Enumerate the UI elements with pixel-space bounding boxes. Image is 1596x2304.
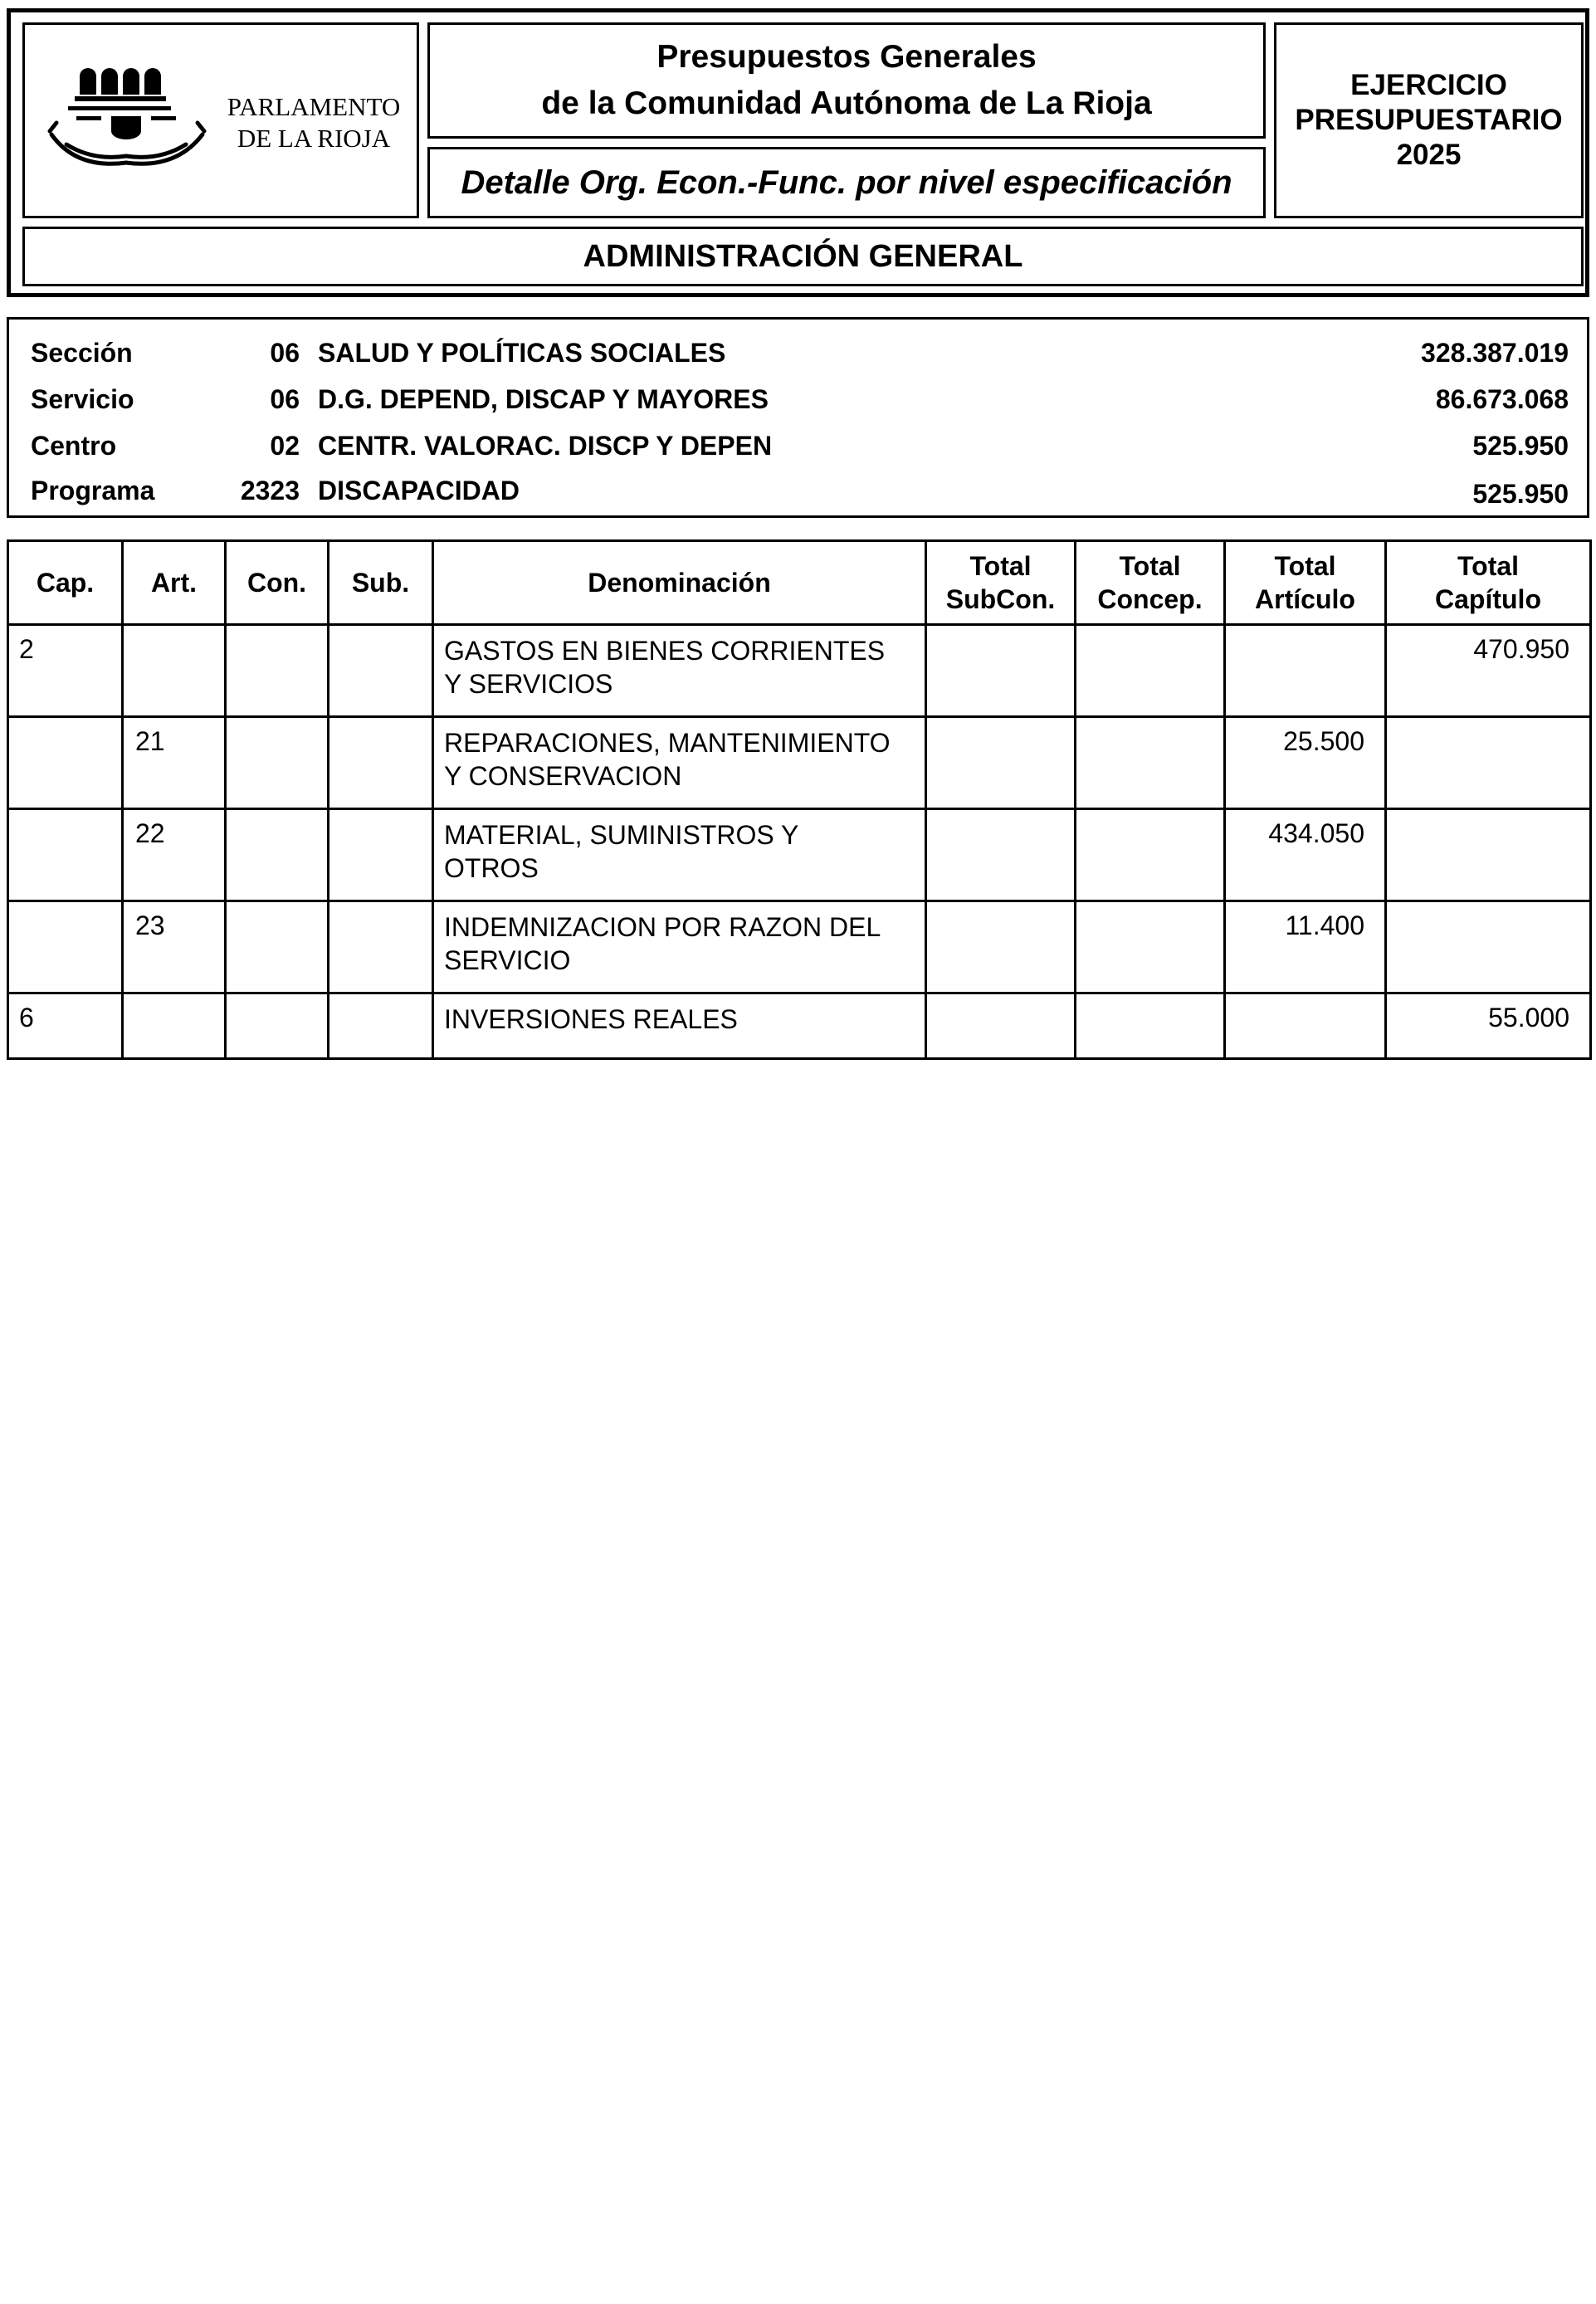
org-amount: 86.673.068 — [1435, 384, 1569, 414]
org-row-servicio — [9, 378, 1587, 421]
fiscal-year-box — [1274, 22, 1584, 218]
cell-total-concep — [1076, 809, 1225, 901]
org-label: Sección — [31, 338, 133, 368]
header-line: Concep. — [1097, 584, 1203, 614]
header-line: Total — [1119, 551, 1181, 581]
cell-sub — [329, 625, 433, 717]
title-line1: Presupuestos Generales — [656, 39, 1037, 75]
table-row — [8, 809, 1591, 901]
org-code: 02 — [270, 431, 300, 461]
header-line: Total — [1457, 551, 1520, 581]
logo-box — [22, 22, 419, 218]
header-line: Capítulo — [1435, 584, 1541, 614]
table-row — [8, 717, 1591, 809]
cell-total-subcon — [926, 809, 1076, 901]
admin-label: ADMINISTRACIÓN GENERAL — [583, 238, 1023, 274]
cell-total-capitulo — [1386, 901, 1591, 993]
cell-con — [226, 901, 329, 993]
den-line: Y CONSERVACION — [444, 761, 682, 791]
den-line: SERVICIO — [444, 945, 571, 975]
logo-text-line1: PARLAMENTO — [227, 92, 401, 121]
cell-con — [226, 717, 329, 809]
cell-total-subcon — [926, 717, 1076, 809]
table-row — [8, 993, 1591, 1059]
cell-art — [123, 993, 226, 1059]
subtitle: Detalle Org. Econ.-Func. por nivel especificación — [461, 164, 1232, 201]
cell-total-articulo — [1225, 993, 1386, 1059]
title-line2: de la Comunidad Autónoma de La Rioja — [541, 85, 1152, 121]
cell-con — [226, 809, 329, 901]
cell-cap: 6 — [8, 993, 123, 1059]
cell-total-concep — [1076, 993, 1225, 1059]
header-art: Art. — [123, 541, 226, 625]
header-cap: Cap. — [8, 541, 123, 625]
cell-sub — [329, 809, 433, 901]
year-line1: EJERCICIO — [1350, 69, 1507, 101]
cell-total-concep — [1076, 717, 1225, 809]
den-line: Y SERVICIOS — [444, 669, 613, 699]
cell-total-concep — [1076, 901, 1225, 993]
org-code: 06 — [270, 384, 300, 414]
cell-total-articulo: 434.050 — [1225, 809, 1386, 901]
header-total-capitulo — [1386, 541, 1591, 625]
cell-sub — [329, 993, 433, 1059]
cell-total-subcon — [926, 901, 1076, 993]
cell-total-capitulo — [1386, 717, 1591, 809]
cell-art: 21 — [123, 717, 226, 809]
cell-total-subcon — [926, 993, 1076, 1059]
logo-text — [214, 91, 413, 154]
cell-cap — [8, 809, 123, 901]
admin-box — [22, 227, 1584, 286]
table-header-row — [8, 541, 1591, 625]
cell-total-capitulo: 470.950 — [1386, 625, 1591, 717]
org-label: Servicio — [31, 384, 134, 414]
cell-con — [226, 993, 329, 1059]
cell-total-articulo: 25.500 — [1225, 717, 1386, 809]
header-con: Con. — [226, 541, 329, 625]
org-row-seccion — [9, 331, 1587, 374]
logo-text-line2: DE LA RIOJA — [237, 124, 391, 153]
org-row-programa — [9, 469, 1587, 512]
header-line: Total — [969, 551, 1032, 581]
cell-cap — [8, 901, 123, 993]
cell-total-articulo — [1225, 625, 1386, 717]
cell-con — [226, 625, 329, 717]
cell-cap: 2 — [8, 625, 123, 717]
org-name: DISCAPACIDAD — [318, 476, 520, 505]
den-line: MATERIAL, SUMINISTROS Y — [444, 820, 799, 850]
cell-denominacion — [433, 809, 926, 901]
den-line: GASTOS EN BIENES CORRIENTES — [444, 636, 886, 666]
subtitle-box — [427, 147, 1266, 218]
table-row — [8, 901, 1591, 993]
document-header — [7, 8, 1589, 297]
org-name: SALUD Y POLÍTICAS SOCIALES — [318, 338, 726, 368]
cell-cap — [8, 717, 123, 809]
cell-total-capitulo — [1386, 809, 1591, 901]
header-total-concep — [1076, 541, 1225, 625]
cell-total-capitulo: 55.000 — [1386, 993, 1591, 1059]
parliament-logo-icon — [43, 63, 217, 188]
org-name: CENTR. VALORAC. DISCP Y DEPEN — [318, 431, 773, 461]
den-line: REPARACIONES, MANTENIMIENTO — [444, 728, 891, 758]
cell-denominacion — [433, 993, 926, 1059]
org-label: Programa — [31, 476, 155, 505]
header-total-subcon — [926, 541, 1076, 625]
header-denominacion: Denominación — [433, 541, 926, 625]
cell-denominacion — [433, 625, 926, 717]
cell-denominacion — [433, 901, 926, 993]
year-line3: 2025 — [1396, 139, 1462, 171]
den-line: INVERSIONES REALES — [444, 1004, 738, 1034]
cell-total-subcon — [926, 625, 1076, 717]
org-name: D.G. DEPEND, DISCAP Y MAYORES — [318, 384, 769, 414]
cell-art — [123, 625, 226, 717]
cell-sub — [329, 901, 433, 993]
cell-sub — [329, 717, 433, 809]
year-line2: PRESUPUESTARIO — [1295, 104, 1563, 136]
cell-art: 23 — [123, 901, 226, 993]
cell-total-articulo: 11.400 — [1225, 901, 1386, 993]
header-line: SubCon. — [945, 584, 1056, 614]
den-line: INDEMNIZACION POR RAZON DEL — [444, 912, 881, 942]
org-amount: 525.950 — [1472, 479, 1569, 509]
cell-art: 22 — [123, 809, 226, 901]
header-total-articulo — [1225, 541, 1386, 625]
header-sub: Sub. — [329, 541, 433, 625]
header-line: Artículo — [1255, 584, 1355, 614]
org-label: Centro — [31, 431, 117, 461]
org-code: 06 — [270, 338, 300, 368]
org-amount: 328.387.019 — [1421, 338, 1569, 368]
den-line: OTROS — [444, 853, 539, 883]
table-row — [8, 625, 1591, 717]
cell-denominacion — [433, 717, 926, 809]
header-line: Total — [1274, 551, 1336, 581]
org-info-block — [7, 317, 1589, 518]
org-code: 2323 — [240, 476, 300, 505]
org-row-centro — [9, 424, 1587, 467]
org-amount: 525.950 — [1472, 431, 1569, 461]
cell-total-concep — [1076, 625, 1225, 717]
title-box — [427, 22, 1266, 139]
budget-detail-table — [7, 539, 1592, 1060]
